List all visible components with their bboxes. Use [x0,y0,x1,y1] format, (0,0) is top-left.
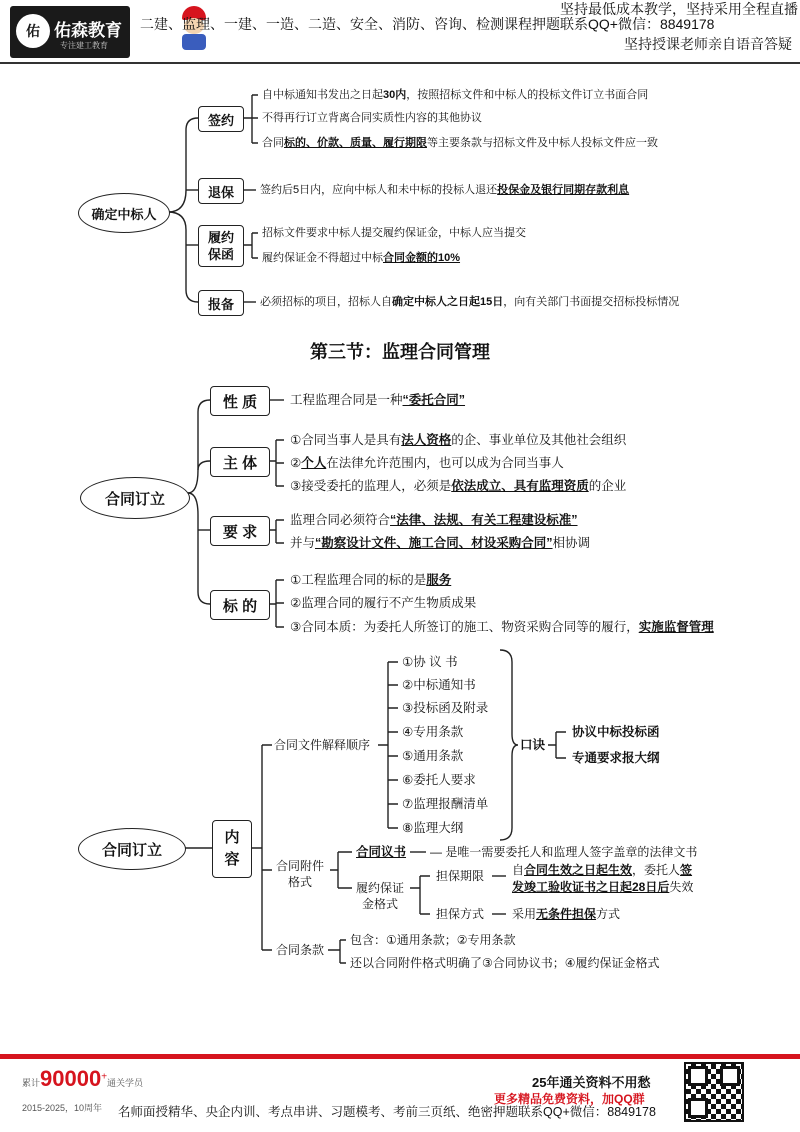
subject-matter-item-3: ③合同本质：为委托人所签订的施工、物资采购合同等的履行，实施监督管理 [290,620,714,634]
mnemonic-label: 口诀 [520,738,546,752]
period-desc-2: 发竣工验收证书之日起28日后失效 [512,880,694,894]
header-line-2b: 坚持授课老师亲自语音答疑 [624,36,792,52]
requirement-item-2: 并与“勘察设计文件、施工合同、材设采购合同”相协调 [290,536,591,550]
order-item-3: ③投标函及附录 [402,701,489,715]
node-requirement: 要 求 [210,516,270,546]
guarantee-item-1: 招标文件要求中标人提交履约保证金，中标人应当提交 [262,227,526,239]
subject-item-3: ③接受委托的监理人，必须是依法成立、具有监理资质的企业 [290,479,627,493]
footer-red-text: 更多精品免费资料，加QQ群 [494,1092,645,1106]
terms-line-2: 还以合同附件格式明确了③合同协议书；④履约保证金格式 [350,956,660,970]
footer-line: 名师面授精华、央企内训、考点串讲、习题模考、考前三页纸、绝密押题联系QQ+微信：8849178 [118,1105,656,1119]
order-label: 合同文件解释顺序 [274,738,371,752]
order-item-2: ②中标通知书 [402,678,476,692]
order-item-5: ⑤通用条款 [402,749,464,763]
sign-item-3: 合同标的、价款、质量、履行期限等主要条款与招标文件及中标人投标文件应一致 [262,137,658,149]
period-label: 担保期限 [436,869,485,883]
guarantee-item-2: 履约保证金不得超过中标合同金额的10% [262,252,461,264]
sign-item-1: 自中标通知书发出之日起30内，按照招标文件和中标人的投标文件订立书面合同 [262,89,649,101]
footer-slogan: 25年通关资料不用愁 [532,1075,651,1090]
logo-text: 佑森教育 [54,21,122,40]
annex-label: 合同附件 格式 [276,859,325,889]
order-item-8: ⑧监理大纲 [402,821,464,835]
node-nature: 性 质 [210,386,270,416]
footer-years: 2015-2025，10周年 [22,1103,103,1113]
header-line-1: 二建、监理、一建、一造、二造、安全、消防、咨询、检测课程押题联系QQ+微信：8849178 [140,16,715,32]
subject-matter-item-1: ①工程监理合同的标的是服务 [290,573,452,587]
order-item-4: ④专用条款 [402,725,464,739]
node-refund: 退保 [198,178,244,204]
mnemonic-line-2: 专通要求报大纲 [572,751,660,765]
guarantee-format-label: 履约保证 金格式 [356,881,405,911]
period-desc-1: 自合同生效之日起生效，委托人签 [512,863,693,877]
mnemonic-line-1: 协议中标投标函 [572,725,660,739]
header-line-2a: 坚持最低成本教学，坚持采用全程直播 [560,1,798,17]
logo-subtext: 专注建工教育 [60,41,108,50]
sign-item-2: 不得再行订立背离合同实质性内容的其他协议 [262,112,482,124]
subject-item-1: ①合同当事人是具有法人资格的企、事业单位及其他社会组织 [290,433,627,447]
subject-item-2: ②个人在法律允许范围内，也可以成为合同当事人 [290,456,564,470]
node-subject-matter: 标 的 [210,590,270,620]
order-item-7: ⑦监理报酬清单 [402,797,489,811]
root-node-contract-formation-2: 合同订立 [78,828,186,870]
terms-label: 合同条款 [276,943,325,957]
qr-code-icon [684,1062,744,1122]
node-performance-guarantee: 履约 保函 [198,225,244,267]
logo-seal-icon: 佑 [16,14,50,48]
root-node-confirm-winner: 确定中标人 [78,193,170,233]
terms-line-1: 包含：①通用条款；②专用条款 [350,933,516,947]
agreement-label: 合同议书 [356,845,407,859]
node-content: 内 容 [212,820,252,878]
report-item: 必须招标的项目，招标人自确定中标人之日起15日，向有关部门书面提交招标投标情况 [260,296,680,308]
node-report: 报备 [198,290,244,316]
order-item-6: ⑥委托人要求 [402,773,476,787]
nature-item: 工程监理合同是一种“委托合同” [290,393,466,407]
node-subject: 主 体 [210,447,270,477]
root-node-contract-formation-1: 合同订立 [80,477,190,519]
method-desc: 采用无条件担保方式 [512,907,621,921]
section-title: 第三节：监理合同管理 [310,342,490,363]
subject-matter-item-2: ②监理合同的履行不产生物质成果 [290,596,477,610]
requirement-item-1: 监理合同必须符合“法律、法规、有关工程建设标准” [290,513,578,527]
agreement-desc: — 是唯一需要委托人和监理人签字盖章的法律文书 [430,845,698,859]
order-item-1: ①协 议 书 [402,655,458,669]
footer-red-band [0,1054,800,1059]
footer-stat: 累计90000+通关学员 [22,1066,144,1091]
refund-item: 签约后5日内，应向中标人和未中标的投标人退还投保金及银行同期存款利息 [260,184,630,196]
method-label: 担保方式 [436,907,485,921]
node-sign: 签约 [198,106,244,132]
